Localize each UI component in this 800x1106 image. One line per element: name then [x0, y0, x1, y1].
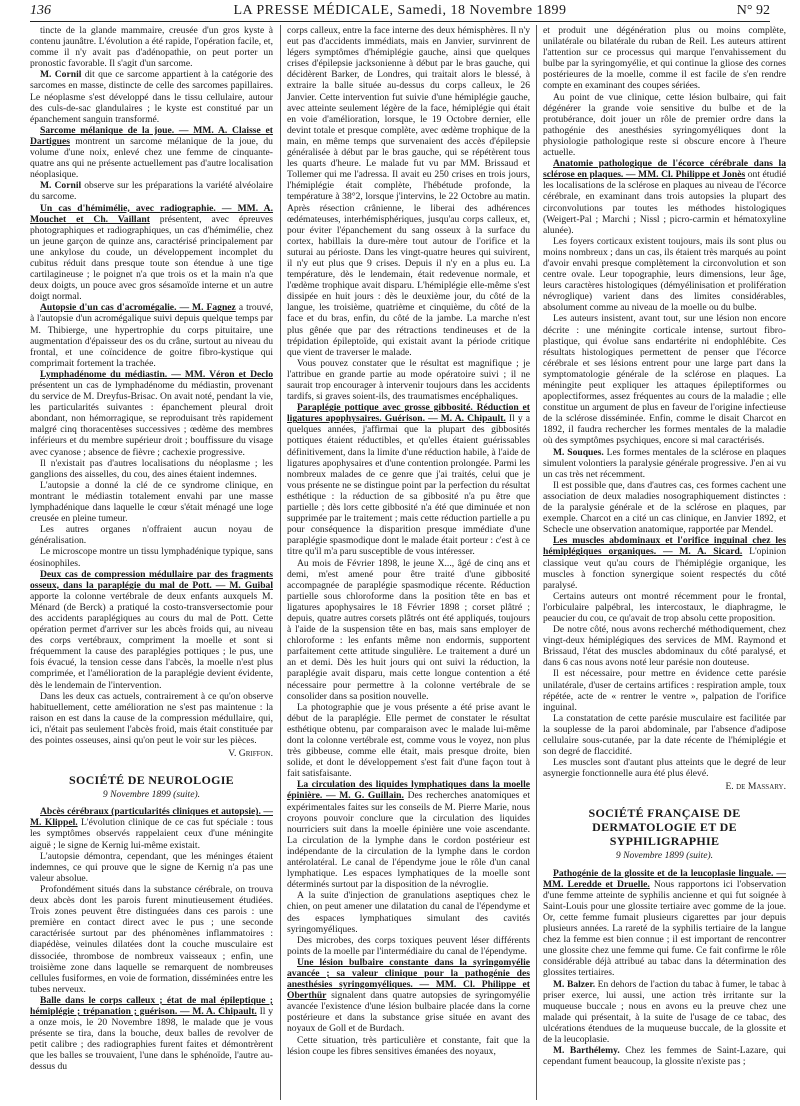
- section-date: 9 Novembre 1899 (suite).: [102, 789, 201, 801]
- article-heading: Anatomie pathologique de l'écorce cérébrale dans la sclérose en plaques. — MM. Cl. Philippe et Jonès: [543, 158, 786, 181]
- paragraph: Vous pouvez constater que le résultat est magnifique ; je l'attribue en grande partie au mode opératoire suivi ; il ne saurait trop encourager à intervenir toujours dans les accidents tardifs, si graves soient-ils, des traumatismes encéphaliques.: [287, 357, 530, 403]
- article-heading: Paraplégie pottique avec grosse gibbosité. Réduction et ligatures apophysaires. Guérison. — M. A. Chipault.: [287, 402, 530, 425]
- issue-number: N° 92: [736, 3, 770, 18]
- paragraph: Paraplégie pottique avec grosse gibbosité. Réduction et ligatures apophysaires. Guérison. — M. A. Chipault. Il y a quelques années, j'affirmai que la plupart des gibbosités pottiques étaient réductibles, et qu'elles étaient guérissables définitivement, dans la limite d'une réduction habile, à l'aide de ligatures apophysaires et d'une contention prolongée. Parmi les nombreux malades de ce genre que j'ai traités, celui que je vous présente ne se distingue point par la perfection du résultat esthétique : la réduction de sa gibbosité n'a pu être que partielle ; dès lors cette gibbosité n'a été que diminuée et non supprimée par le traitement ; mais cette réduction partielle a pu pour conséquence la disparition presque immédiate d'une paraplégie spasmodique dont le malade était porteur : c'est à ce titre qu'il m'a paru susceptible de vous intéresser.: [287, 402, 530, 558]
- paragraph: M. Souques. Les formes mentales de la sclérose en plaques simulent volontiers la paralysie générale progressive. J'en ai vu un cas très net récemment.: [543, 446, 786, 480]
- speaker-name: M. Barthélemy.: [553, 1045, 620, 1057]
- section-heading: SOCIÉTÉ FRANÇAISE DE DERMATOLOGIE ET DE SYPHILIGRAPHIE: [588, 806, 741, 849]
- article-heading: Sarcome mélanique de la joue. — MM. A. Claisse et Dartigues: [30, 124, 273, 147]
- paragraph: Balle dans le corps calleux ; état de mal épileptique ; hémiplégie ; trépanation ; guérison. — M. A. Chipault. Il y a onze mois, le 20 Novembre 1898, le malade que je vous présente se tira, dans la bouche, deux balles de revolver de petit calibre ; des radiographies furent faites et démontrèrent que les balles se trouvaient, l'une dans le sphénoïde, l'autre au-dessus du: [30, 994, 273, 1073]
- speaker-name: M. Balzer.: [553, 978, 596, 990]
- paragraph: L'autopsie a donné la clé de ce syndrome clinique, en montrant le médiastin totalement envahi par une masse lymphadénique dans laquelle le cœur s'était ménagé une loge creusée en pleine tumeur.: [30, 479, 273, 525]
- paragraph: Des microbes, des corps toxiques peuvent léser différents points de la moelle par l'intermédiaire du canal de l'épendyme.: [287, 934, 530, 957]
- paragraph: tincte de la glande mammaire, creusée d'un gros kyste à contenu jaunâtre. L'évolution a été rapide, l'opération facile, et, comme il n'y avait pas d'adénopathie, on peut porter un pronostic favorable. Il s'agit d'un sarcome.: [30, 25, 273, 70]
- paragraph: Un cas d'hémimélie, avec radiographie. — MM. A. Mouchet et Ch. Vaillant présentent, avec épreuves photographiques et radiographiques, un cas d'hémimélie, chez un jeune garçon de quinze ans, caractérisé principalement par une ankylose du coude, un développement incomplet du cubitus réduit dans presque toute son étendue à une tige cartilagineuse ; le poignet n'a que trois os et la main n'a que deux doigts, un pouce avec gros sésamoïde interne et un autre doigt normal.: [30, 202, 273, 303]
- paragraph: M. Cornil observe sur les préparations la variété alvéolaire du sarcome.: [30, 180, 273, 203]
- paragraph: Il est nécessaire, pour mettre en évidence cette parésie unilatérale, d'user de certains artifices : respiration ample, toux répétée, acte de « rentrer le ventre », palpation de l'orifice inguinal.: [543, 668, 786, 713]
- speaker-name: M. Cornil: [40, 69, 82, 81]
- article-heading: Les muscles abdominaux et l'orifice inguinal chez les hémiplégiques organiques. — M. A. Sicard.: [543, 535, 786, 558]
- paragraph: De notre côté, nous avons recherché méthodiquement, chez vingt-deux hémiplégiques des services de MM. Raymond et Brissaud, l'état des muscles abdominaux du côté paralysé, et dans 6 cas nous avons noté leur parésie non douteuse.: [543, 624, 786, 669]
- paragraph: Pathogénie de la glossite et de la leucoplasie linguale. — MM. Leredde et Druelle. Nous rapportons ici l'observation d'une femme atteinte de syphilis ancienne et qui fut soignée à Saint-Louis pour une glossite tertiaire avec gomme de la joue. Or, cette femme fumait plusieurs cigarettes par jour depuis plusieurs années. La rareté de la syphilis tertiaire de la langue chez la femme est bien connue ; il est important de rencontrer une glossite chez une femme qui fume. Ce fait confirme le rôle considérable déjà attribué au tabac dans la détermination des glossites tertiaires.: [543, 867, 786, 979]
- paragraph: Autopsie d'un cas d'acromégalie. — M. Fagnez a trouvé, à l'autopsie d'un acromégalique suivi depuis quelque temps par M. Thibierge, une hypertrophie du corps pituitaire, une augmentation d'épaisseur des os du crâne, surtout au niveau du frontal, et une coïncidence de goitre fibro-kystique qui comprimait fortement la trachée.: [30, 302, 273, 369]
- journal-title: LA PRESSE MÉDICALE, Samedi, 18 Novembre 1899: [233, 3, 567, 18]
- paragraph: Deux cas de compression médullaire par des fragments osseux, dans la paraplégie du mal de Pott. — M. Guibal apporte la colonne vertébrale de deux enfants auxquels M. Ménard (de Berck) a pratiqué la costo-transversectomie pour des accidents paraplégiques au cours du mal de Pott. Cette opération permet d'arriver sur les abcès froids qui, au niveau des corps vertébraux, compriment la moelle et sont si fréquemment la cause des paraplégies pottiques ; le pus, une fois évacué, la tension cesse dans l'abcès, la moelle n'est plus comprimée, et l'amélioration de la paraplégie devient évidente, dès le lendemain de l'intervention.: [30, 568, 273, 691]
- paragraph: Les foyers corticaux existent toujours, mais ils sont plus ou moins nombreux ; dans un cas, ils étaient très marqués au point d'avoir envahi presque complètement la circonvolution et son centre ovale. Leur topographie, leurs dimensions, leur âge, leurs caractères histologiques (démyélinisation et prolifération névroglique) varient dans des limites considérables, absolument comme au niveau de la moelle ou du bulbe.: [543, 235, 786, 314]
- section-date: 9 Novembre 1899 (suite).: [615, 850, 714, 862]
- paragraph: Abcès cérébraux (particularités cliniques et autopsie). — M. Klippel. L'évolution clinique de ce cas fut spéciale : tous les symptômes observés rappelaient ceux d'une méningite aiguë ; le signe de Kernig lui-même existait.: [30, 806, 273, 851]
- paragraph: M. Barthélemy. Chez les femmes de Saint-Lazare, qui cependant fument beaucoup, la glossite n'existe pas ;: [543, 1045, 786, 1068]
- column-1: [30, 25, 273, 1100]
- paragraph: corps calleux, entre la face interne des deux hémisphères. Il n'y eut pas d'accidents immédiats, mais en Janvier, survinrent de légers symptômes d'hémiplégie gauche, ainsi que quelques crises d'épilepsie jacksonienne à début par le bras gauche, qui décidèrent Barker, de Londres, qui traitait alors le blessé, à extraire la balle située au-dessus du corps calleux, le 26 Janvier. Cette intervention fut suivie d'une hémiplégie gauche, avec atteinte seulement légère de la face, hémiplégie qui était en voie d'amélioration, lorsque, le 19 Octobre dernier, elle devint totale et presque complète, avec œdème trophique de la main, en même temps que survenaient des accès d'épilepsie généralisée à début par le bras gauche, qui se répétèrent tous les quarts d'heure. Le malade fut vu par MM. Brissaud et Tollemer qui me l'adressa. Il avait eu 250 crises en trois jours, l'hémiplégie était complète, l'hébétude profonde, la température à 38°2, lorsque j'intervins, le 22 Octobre au matin. Après résection crânienne, le liberai des adhérences œdémateuses, interhémisphériques, jusqu'au corps calleux, et, pour éviter l'épanchement du sang osseux à la surface du cortex, habillais la dure-mère tout autour de l'orifice et la suturai au périoste. Dans les vingt-quatre heures qui suivirent, il n'y eut plus que 9 crises. Depuis il n'y en a plus eu. La température, dès le lendemain, était redevenue normale, et l'œdème trophique avait disparu. L'hémiplégie elle-même s'est dissipée en huit jours : dès le deuxième jour, du côté de la langue, les troisième, quatrième et cinquième, du côté de la face et du bras, enfin, du côté de la jambe. La marche n'est plus gênée que par des rétractions tendineuses et de la trépidation épileptoïde, qui existait avant la période critique que vient de traverser le malade.: [287, 25, 530, 358]
- paragraph: La circulation des liquides lymphatiques dans la moelle épinière. — M. G. Guillain. Des recherches anatomiques et expérimentales faites sur les conseils de M. Pierre Marie, nous croyons pouvoir conclure que la circulation des liquides nourriciers suit dans la moelle épinière une voie ascendante. La circulation de la lymphe dans le cordon postérieur est indépendante de la circulation de la lymphe dans le cordon antérolatéral. Le canal de l'épendyme joue le rôle d'un canal lymphatique. Les espaces lymphatiques de la moelle sont déterminés surtout par la disposition de la névroglie.: [287, 779, 530, 891]
- column-2: [287, 25, 530, 1100]
- speaker-name: M. Cornil: [40, 180, 82, 192]
- paragraph: et produit une dégénération plus ou moins complète, unilatérale ou bilatérale du ruban de Reil. Les auteurs attirent l'attention sur ce processus qui marque l'envahissement du bulbe par la syringomyélie, et qui continue la gliose des cornes postérieures de la moelle, comme il est facile de s'en rendre compte en examinant des coupes sériées.: [543, 25, 786, 92]
- paragraph: Une lésion bulbaire constante dans la syringomyélie avancée ; sa valeur clinique pour la pathogénie des anesthésies syringomyéliques. — MM. Cl. Philippe et Oberthür signalent dans quatre autopsies de syringomyélie avancée l'existence d'une lésion bulbaire placée dans la corne postérieure et dans la substance grise située en avant des noyaux de Goll et de Burdach.: [287, 956, 530, 1035]
- paragraph: Dans les deux cas actuels, contrairement à ce qu'on observe habituellement, cette amélioration ne s'est pas maintenue : la raison en est dans la cause de la compression médullaire, qui, ici, n'était pas seulement l'abcès froid, mais était constituée par des pointes osseuses, ainsi qu'on peut le voir sur les pièces.: [30, 690, 273, 746]
- paragraph: Certains auteurs ont montré récemment pour le frontal, l'orbiculaire palpébral, les intercostaux, le diaphragme, le peaucier du cou, ce qu'avait de trop absolu cette proposition.: [543, 590, 786, 624]
- article-heading: Pathogénie de la glossite et de la leucoplasie linguale. — MM. Leredde et Druelle.: [543, 867, 786, 890]
- paragraph: Profondément situés dans la substance cérébrale, on trouva deux abcès dont les parois furent minutieusement étudiées. Trois zones peuvent être distinguées dans ces parois : une première en contact direct avec le pus ; une seconde caractérisée surtout par des phénomènes inflammatoires : diapédèse, veinules dilatées dont la couche musculaire est dissociée, thrombose de nombreux vaisseaux ; enfin, une troisième zone dans laquelle se remarquent de nombreuses cellules fusiformes, en voie de formation, disséminées entre les tubes nerveux.: [30, 883, 273, 995]
- paragraph: Cette situation, très particulière et constante, fait que la lésion coupe les fibres sensitives émanées des noyaux,: [287, 1034, 530, 1057]
- article-heading: Un cas d'hémimélie, avec radiographie. — MM. A. Mouchet et Ch. Vaillant: [30, 202, 273, 225]
- paragraph: Au point de vue clinique, cette lésion bulbaire, qui fait dégénérer la grande voie sensitive du bulbe et de la protubérance, doit jouer un rôle de premier ordre dans la pathogénie des anesthésies syringomyéliques dont la physiologie pathologique reste si obscure encore à l'heure actuelle.: [543, 91, 786, 159]
- signature: E. de Massary.: [725, 781, 786, 793]
- paragraph: Sarcome mélanique de la joue. — MM. A. Claisse et Dartigues montrent un sarcome mélanique de la joue, du volume d'une noix, enlevé chez une femme de cinquante-quatre ans qui ne présente actuellement pas d'autre localisation néoplasique.: [30, 124, 273, 181]
- paragraph: A la suite d'injection de granulations aseptiques chez le chien, on peut amener une dilatation du canal de l'épendyme et des espaces lymphatiques simulant des cavités syringomyéliques.: [287, 890, 530, 935]
- paragraph: Au mois de Février 1898, le jeune X..., âgé de cinq ans et demi, m'est amené pour être traité d'une gibbosité accompagnée de paraplégie spasmodique récente. Réduction partielle sous chloroforme dans la position tête en bas et ligatures apophysaires le 18 Février 1898 ; corset plâtré ; depuis, quatre autres corsets plâtrés ont été appliqués, toujours à l'aide de la suspension tête en bas, mais sans employer de chloroforme : les enfants même non endormis, supportent parfaitement cette attitude singulière. Le traitement a duré un an et demi. Dès les huit jours qui ont suivi la réduction, la paraplégie avait disparu, mais cette longue contention a été nécessaire pour permettre à la colonne vertébrale de se consolider dans sa position nouvelle.: [287, 557, 530, 702]
- paragraph: Le microscope montre un tissu lymphadénique typique, sans éosinophiles.: [30, 546, 273, 569]
- speaker-name: M. Souques.: [553, 446, 604, 458]
- page-header: [0, 0, 800, 22]
- paragraph: Les muscles sont d'autant plus atteints que le degré de leur asynergie fonctionnelle aura été plus élevé.: [543, 757, 786, 780]
- paragraph: Les autres organes n'offraient aucun noyau de généralisation.: [30, 524, 273, 547]
- article-heading: Deux cas de compression médullaire par des fragments osseux, dans la paraplégie du mal de Pott. — M. Guibal: [30, 568, 273, 591]
- section-heading: SOCIÉTÉ DE NEUROLOGIE: [68, 773, 234, 788]
- paragraph: Les auteurs insistent, avant tout, sur une lésion non encore décrite : une méningite corticale intense, surtout fibro-plastique, qui évolue sans endartérite ni endophlébite. Ces résultats histologiques permettent de penser que l'écorce cérébrale et ses lésions entrent pour une large part dans la symptomatologie générale de la sclérose en plaques. La méningite peut expliquer les attaques épileptiformes ou apoplectiformes, assez fréquentes au cours de la maladie ; elle constitue un argument de plus en faveur de l'origine infectieuse de la sclérose disséminée. Enfin, comme le disait Charcot en 1892, il faudra rechercher les formes mentales de la maladie où des symptômes psychiques, encore si mal caractérisés.: [543, 313, 786, 447]
- article-heading: La circulation des liquides lymphatiques dans la moelle épinière. — M. G. Guillain.: [287, 779, 530, 802]
- paragraph: Les muscles abdominaux et l'orifice inguinal chez les hémiplégiques organiques. — M. A. Sicard. L'opinion classique veut qu'au cours de l'hémiplégie organique, les muscles à fonction synergique soient respectés du côté paralysé.: [543, 535, 786, 591]
- paragraph: La photographie que je vous présente a été prise avant le début de la paraplégie. Elle permet de constater le résultat esthétique obtenu, par comparaison avec le malade lui-même dont la colonne vertébrale est, comme vous le voyez, non plus très gibbeuse, comme elle était, mais presque droite, bien solide, et dont le développement s'est fait d'une façon tout à fait satisfaisante.: [287, 701, 530, 780]
- column-divider: [536, 25, 537, 1100]
- column-3: [543, 25, 786, 1100]
- article-heading: Autopsie d'un cas d'acromégalie. — M. Fagnez: [40, 302, 236, 314]
- signature: V. Griffon.: [228, 748, 273, 760]
- paragraph: La constatation de cette parésie musculaire est facilitée par la souplesse de la paroi abdominale, par l'absence d'adipose cellulaire sous-cutanée, par la date récente de l'hémiplégie et son degré de flaccidité.: [543, 712, 786, 758]
- paragraph: M. Balzer. En dehors de l'action du tabac à fumer, le tabac à priser exerce, lui aussi, une action très irritante sur la muqueuse buccale ; nous en avons eu la preuve chez une malade qui présentait, à la suite de l'usage de ce tabac, des ulcérations étendues de la muqueuse buccale, de la glossite et de la leucoplasie.: [543, 978, 786, 1045]
- paragraph: L'autopsie démontra, cependant, que les méninges étaient indemnes, ce qui prouve que le signe de Kernig n'a pas une valeur absolue.: [30, 850, 273, 884]
- article-heading: Abcès cérébraux (particularités cliniques et autopsie). — M. Klippel.: [30, 806, 273, 829]
- paragraph: Anatomie pathologique de l'écorce cérébrale dans la sclérose en plaques. — MM. Cl. Philippe et Jonès ont étudié les localisations de la sclérose en plaques au niveau de l'écorce cérébrale, en examinant dans trois autopsies la plupart des circonvolutions par toutes les méthodes histologiques (Weigert-Pal ; Marchi ; Nissl ; picro-carmin et hématoxyline alunée).: [543, 158, 786, 236]
- article-heading: Lymphadénome du médiastin. — MM. Véron et Declo: [40, 368, 273, 380]
- paragraph: M. Cornil dit que ce sarcome appartient à la catégorie des sarcomes en masse, distincte de celle des sarcomes papillaires. Le néoplasme s'est développé dans le tissu cellulaire, autour des culs-de-sac glandulaires ; le kyste est constitué par un épanchement sanguin transformé.: [30, 69, 273, 125]
- header-rule: [30, 21, 770, 22]
- paragraph: Lymphadénome du médiastin. — MM. Véron et Declo présentent un cas de lymphadénome du médiastin, provenant du service de M. Dreyfus-Brisac. On avait noté, pendant la vie, les particularités suivantes : épanchement pleural droit abondant, non hémorragique, se reproduisant très rapidement malgré cinq thoracentèses successives ; œdème des membres inférieurs et du membre supérieur droit ; bouffissure du visage avec cyanose ; absence de fièvre ; cachexie progressive.: [30, 368, 273, 458]
- page-number: 136: [30, 3, 51, 18]
- article-heading: Balle dans le corps calleux ; état de mal épileptique ; hémiplégie ; trépanation ; guérison. — M. A. Chipault.: [30, 994, 273, 1017]
- paragraph: Il n'existait pas d'autres localisations du néoplasme ; les ganglions des aisselles, du cou, des aines étaient indemnes.: [30, 457, 273, 480]
- column-divider: [280, 25, 281, 1100]
- article-heading: Une lésion bulbaire constante dans la syringomyélie avancée ; sa valeur clinique pour la pathogénie des anesthésies syringomyéliques. — MM. Cl. Philippe et Oberthür: [287, 956, 530, 1002]
- paragraph: Il est possible que, dans d'autres cas, ces formes cachent une association de deux maladies nosographiquement distinctes : de la paralysie générale et de la sclérose en plaques, par exemple. Charcot en a cité un cas clinique, en Janvier 1892, et Schecle une observation anatomique, rapportée par Mendel.: [543, 479, 786, 536]
